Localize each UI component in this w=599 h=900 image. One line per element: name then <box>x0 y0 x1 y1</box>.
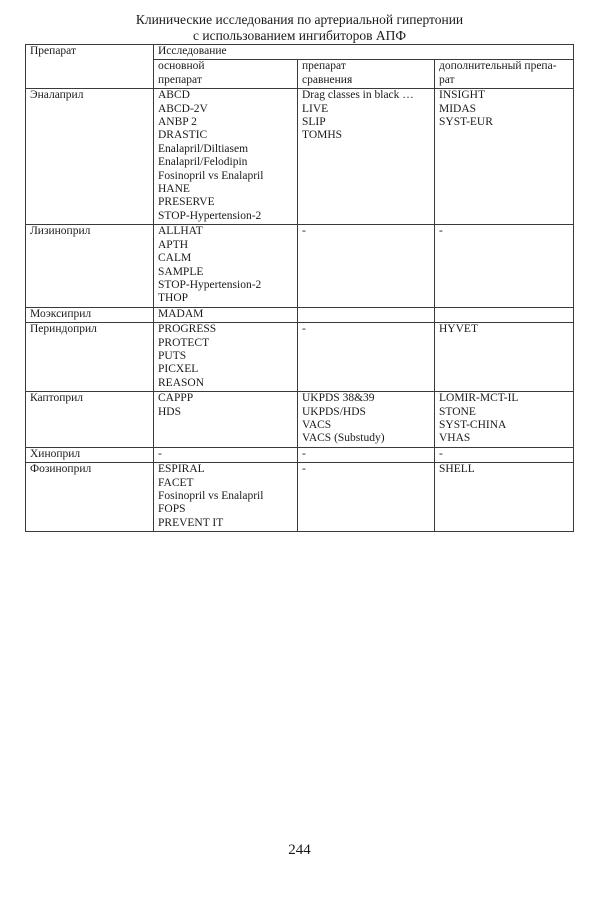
drug-name-cell: Моэксиприл <box>26 307 154 322</box>
header-study: Исследование <box>154 45 574 60</box>
page-title <box>0 12 599 44</box>
table-row <box>26 307 574 322</box>
table-row <box>26 89 574 225</box>
additional-study-cell <box>435 307 574 322</box>
study-name: PREVENT IT <box>158 516 224 529</box>
main-study-cell <box>154 307 298 322</box>
header-additional-line: дополнительный препа- <box>439 60 557 73</box>
study-name: FOPS <box>158 503 186 516</box>
study-name: Fosinopril vs Enalapril <box>158 169 264 182</box>
study-name: MADAM <box>158 307 204 320</box>
study-name: HANE <box>158 183 190 196</box>
header-additional-drug <box>435 60 574 89</box>
study-name: PROTECT <box>158 336 210 349</box>
study-name: FACET <box>158 476 194 489</box>
page-number: 244 <box>288 842 311 858</box>
study-name: STONE <box>439 405 476 418</box>
study-name: VACS (Substudy) <box>302 432 385 445</box>
study-name: Fosinopril vs Enalapril <box>158 490 264 502</box>
main-study-cell <box>154 89 298 225</box>
header-comparison-line: препарат <box>302 60 346 73</box>
study-name: - <box>302 463 306 476</box>
drug-name-cell: Хиноприл <box>26 447 154 462</box>
comparison-study-cell <box>298 225 435 307</box>
header-main-line: препарат <box>158 73 202 86</box>
study-name: THOP <box>158 292 189 305</box>
study-name: - <box>158 447 162 460</box>
study-name: TOMHS <box>302 129 343 142</box>
comparison-study-cell <box>298 392 435 448</box>
study-name: - <box>302 225 306 238</box>
header-main-drug <box>154 60 298 89</box>
study-name: SYST-CHINA <box>439 418 507 431</box>
header-main-line: основной <box>158 60 205 73</box>
study-name: ALLHAT <box>158 225 203 238</box>
study-name: PROGRESS <box>158 323 217 336</box>
study-name: REASON <box>158 376 205 389</box>
header-drug: Препарат <box>26 45 154 89</box>
additional-study-cell <box>435 447 574 462</box>
study-name: - <box>302 447 306 460</box>
study-name: UKPDS/HDS <box>302 405 366 418</box>
study-name: HYVET <box>439 323 478 336</box>
main-study-cell <box>154 323 298 392</box>
header-comparison-drug <box>298 60 435 89</box>
clinical-trials-table <box>25 44 574 532</box>
study-name: PUTS <box>158 349 187 362</box>
header-row-1 <box>26 45 574 60</box>
study-name: INSIGHT <box>439 89 485 102</box>
study-name: ESPIRAL <box>158 463 205 476</box>
table-row <box>26 225 574 307</box>
main-study-cell <box>154 392 298 448</box>
study-name: ABCD-2V <box>158 102 208 115</box>
table-row <box>26 392 574 448</box>
drug-name-cell: Эналаприл <box>26 89 154 225</box>
study-name: Enalapril/Diltiasem <box>158 142 249 155</box>
additional-study-cell <box>435 225 574 307</box>
study-name: CALM <box>158 252 192 265</box>
main-study-cell <box>154 463 298 532</box>
drug-name-cell: Каптоприл <box>26 392 154 448</box>
main-study-cell <box>154 447 298 462</box>
table-row <box>26 463 574 532</box>
main-study-cell <box>154 225 298 307</box>
comparison-study-cell <box>298 463 435 532</box>
study-name: - <box>439 225 443 238</box>
study-name: ANBP 2 <box>158 116 197 129</box>
study-name: APTH <box>158 238 189 251</box>
drug-name-cell: Фозиноприл <box>26 463 154 532</box>
table-row <box>26 323 574 392</box>
title-line-1: Клинические исследования по артериальной гипертонии <box>135 12 464 27</box>
study-name: - <box>439 447 443 460</box>
comparison-study-cell <box>298 89 435 225</box>
study-name: STOP-Hypertension-2 <box>158 278 262 291</box>
drug-name-cell: Лизиноприл <box>26 225 154 307</box>
header-additional-line: рат <box>439 73 455 86</box>
study-name: VHAS <box>439 432 471 445</box>
study-name: - <box>302 323 306 336</box>
study-name: STOP-Hypertension-2 <box>158 209 262 222</box>
study-name: SYST-EUR <box>439 116 493 129</box>
additional-study-cell <box>435 323 574 392</box>
study-name: SLIP <box>302 116 326 129</box>
drug-name-cell: Периндоприл <box>26 323 154 392</box>
study-name: CAPPP <box>158 392 194 405</box>
study-name: SHELL <box>439 463 475 476</box>
additional-study-cell <box>435 463 574 532</box>
study-name: ABCD <box>158 89 190 102</box>
comparison-study-cell <box>298 447 435 462</box>
study-name: LOMIR-MCT-IL <box>439 392 519 405</box>
study-name: UKPDS 38&39 <box>302 392 375 405</box>
title-line-2: с использованием ингибиторов АПФ <box>192 28 406 43</box>
additional-study-cell <box>435 392 574 448</box>
comparison-study-cell <box>298 323 435 392</box>
study-name: LIVE <box>302 102 329 115</box>
study-name: VACS <box>302 418 332 431</box>
study-name: MIDAS <box>439 102 477 115</box>
study-name: Enalapril/Felodipin <box>158 156 248 169</box>
table-row <box>26 447 574 462</box>
study-name: PRESERVE <box>158 196 215 209</box>
additional-study-cell <box>435 89 574 225</box>
study-name: Drag classes in black … <box>302 89 414 102</box>
header-comparison-line: сравнения <box>302 73 353 86</box>
study-name: PICXEL <box>158 363 199 376</box>
study-name: HDS <box>158 405 182 418</box>
comparison-study-cell <box>298 307 435 322</box>
study-name: DRASTIC <box>158 129 208 142</box>
study-name: SAMPLE <box>158 265 204 278</box>
